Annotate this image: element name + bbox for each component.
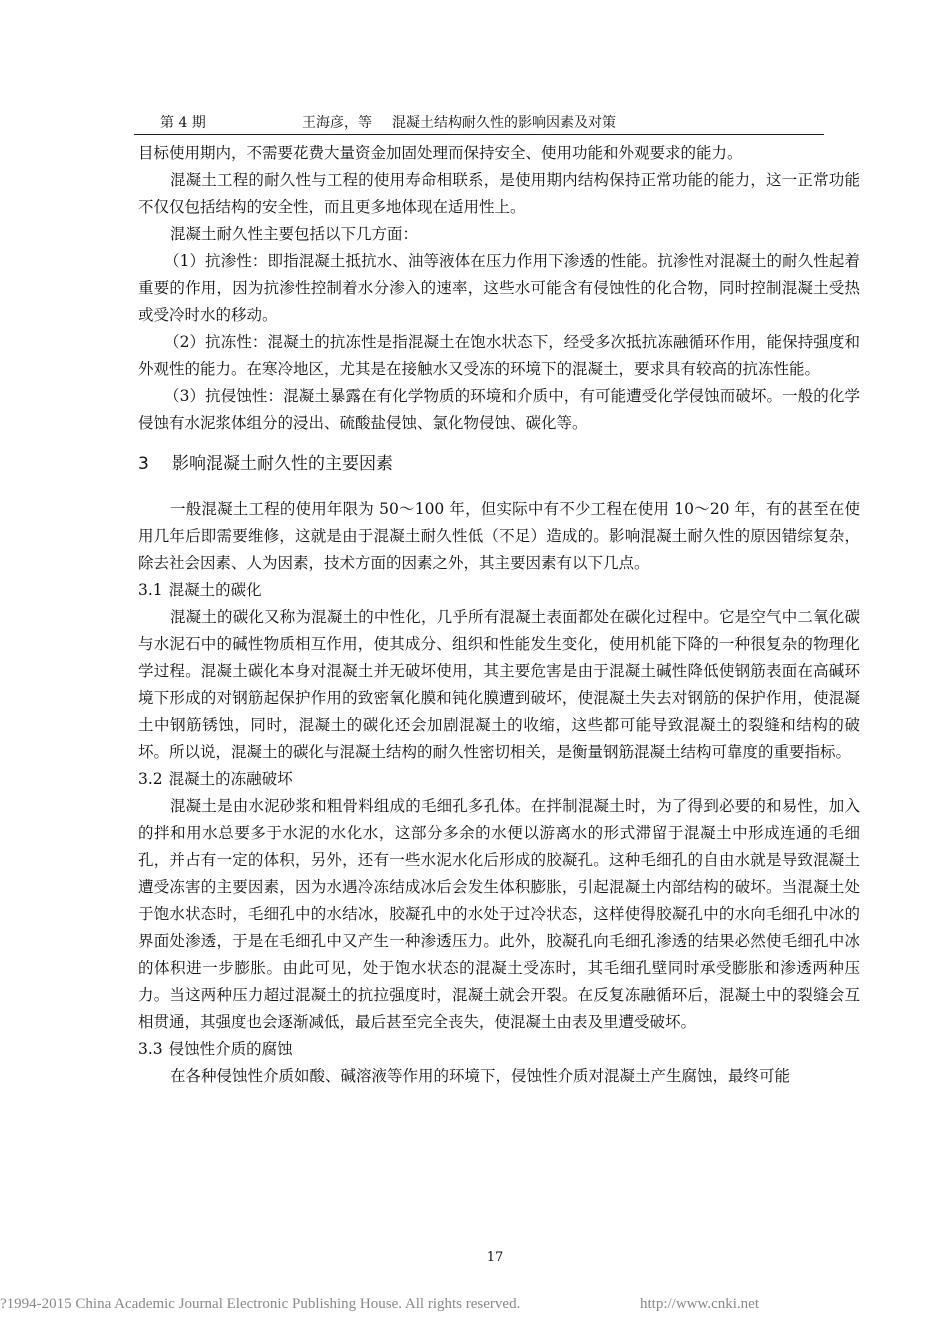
paragraph: 混凝土是由水泥砂浆和粗骨料组成的毛细孔多孔体。在拌制混凝土时，为了得到必要的和易性，加入的拌和用水总要多于水泥的水化水，这部分多余的水便以游离水的形式滞留于混凝土中形成连通的毛细孔，并占有一定的体积，另外，还有一些水泥水化后形成的胶凝孔。这种毛细孔的自由水就是导致混凝土遭受冻害的主要因素，因为水遇冷冻结成冰后会发生体积膨胀，引起混凝土内部结构的破坏。当混凝土处于饱水状态时，毛细孔中的水结冰，胶凝孔中的水处于过冷状态，这样使得胶凝孔中的水向毛细孔中冰的界面处渗透，于是在毛细孔中又产生一种渗透压力。此外，胶凝孔向毛细孔渗透的结果必然使毛细孔中冰的体积进一步膨胀。由此可见，处于饱水状态的混凝土受冻时，其毛细孔壁同时承受膨胀和渗透两种压力。当这两种压力超过混凝土的抗拉强度时，混凝土就会开裂。在反复冻融循环后，混凝土中的裂缝会互相贯通，其强度也会逐渐减低，最后甚至完全丧失，使混凝土由表及里遭受破坏。 [138, 797, 860, 1031]
subsection-heading-3-1 [138, 577, 860, 604]
list-item-frost-resistance: （2）抗冻性：混凝土的抗冻性是指混凝土在饱水状态下，经受多次抵抗冻融循环作用，能保持强度和外观性的能力。在寒冷地区，尤其是在接触水又受冻的环境下的混凝土，要求具有较高的抗冻性能。 [138, 333, 860, 378]
subsection-number: 3.2 [138, 770, 163, 788]
header-article-title: 混凝土结构耐久性的影响因素及对策 [392, 115, 616, 131]
subsection-title: 侵蚀性介质的腐蚀 [168, 1040, 293, 1058]
paragraph: 混凝土的碳化又称为混凝土的中性化，几乎所有混凝土表面都处在碳化过程中。它是空气中二氧化碳与水泥石中的碱性物质相互作用，使其成分、组织和性能发生变化，使用机能下降的一种很复杂的物理化学过程。混凝土碳化本身对混凝土并无破坏使用，其主要危害是由于混凝土碱性降低使钢筋表面在高碱环境下形成的对钢筋起保护作用的致密氧化膜和钝化膜遭到破坏，使混凝土失去对钢筋的保护作用，使混凝土中钢筋锈蚀，同时，混凝土的碳化还会加剧混凝土的收缩，这些都可能导致混凝土的裂缝和结构的破坏。所以说，混凝土的碳化与混凝土结构的耐久性密切相关，是衡量钢筋混凝土结构可靠度的重要指标。 [138, 608, 860, 761]
list-item-permeability: （1）抗渗性：即指混凝土抵抗水、油等液体在压力作用下渗透的性能。抗渗性对混凝土的耐久性起着重要的作用，因为抗渗性控制着水分渗入的速率，这些水可能含有侵蚀性的化合物，同时控制混凝土受热或受冷时水的移动。 [138, 252, 860, 324]
paragraph: 混凝土工程的耐久性与工程的使用寿命相联系，是使用期内结构保持正常功能的能力，这一正常功能不仅仅包括结构的安全性，而且更多地体现在适用性上。 [138, 171, 860, 216]
section-heading-3 [138, 451, 860, 478]
copyright-footer [0, 1296, 950, 1313]
subsection-title: 混凝土的碳化 [168, 581, 262, 599]
header-authors: 王海彦，等 [302, 115, 372, 131]
copyright-text: ?1994-2015 China Academic Journal Electronic Publishing House. All rights reserved. [0, 1296, 521, 1312]
subsection-heading-3-2 [138, 766, 860, 793]
paragraph: 混凝土耐久性主要包括以下几方面： [170, 225, 419, 243]
page-number: 17 [486, 1250, 504, 1265]
subsection-heading-3-3 [138, 1036, 860, 1063]
subsection-title: 混凝土的冻融破坏 [168, 770, 293, 788]
article-body [138, 140, 860, 1090]
paragraph: 目标使用期内，不需要花费大量资金加固处理而保持安全、使用功能和外观要求的能力。 [138, 144, 743, 162]
paragraph: 一般混凝土工程的使用年限为 50～100 年，但实际中有不少工程在使用 10～20 年，有的甚至在使用几年后即需要维修，这就是由于混凝土耐久性低（不足）造成的。影响混凝土耐久性的原因错综复杂，除去社会因素、人为因素，技术方面的因素之外，其主要因素有以下几点。 [138, 500, 860, 572]
list-item-erosion-resistance: （3）抗侵蚀性：混凝土暴露在有化学物质的环境和介质中，有可能遭受化学侵蚀而破坏。一般的化学侵蚀有水泥浆体组分的浸出、硫酸盐侵蚀、氯化物侵蚀、碳化等。 [138, 387, 860, 432]
journal-issue: 第 4 期 [160, 115, 206, 131]
section-number: 3 [138, 454, 149, 474]
running-header [134, 110, 824, 135]
footer-url: http://www.cnki.net [640, 1296, 760, 1312]
subsection-number: 3.1 [138, 581, 163, 599]
section-title: 影响混凝土耐久性的主要因素 [172, 454, 393, 474]
paragraph: 在各种侵蚀性介质如酸、碱溶液等作用的环境下，侵蚀性介质对混凝土产生腐蚀，最终可能 [170, 1067, 791, 1085]
subsection-number: 3.3 [138, 1040, 163, 1058]
